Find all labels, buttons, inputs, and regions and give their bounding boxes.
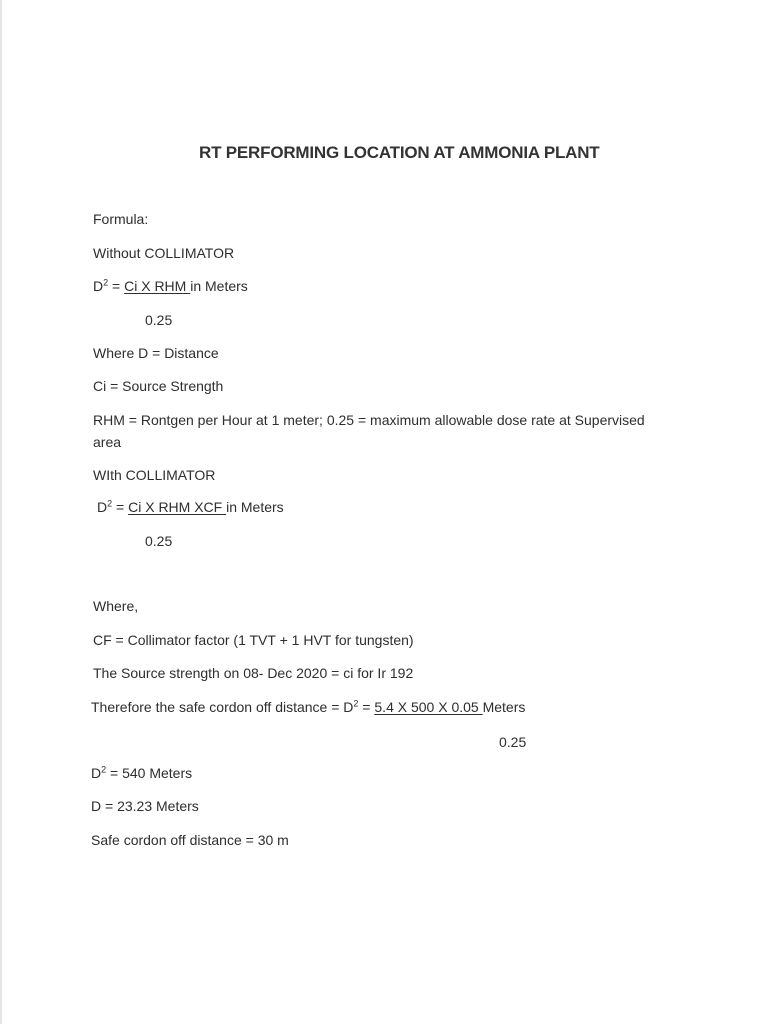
- document-title: RT PERFORMING LOCATION AT AMMONIA PLANT: [199, 143, 600, 162]
- collimator-factor-definition: CF = Collimator factor (1 TVT + 1 HVT for tungsten): [93, 632, 414, 648]
- source-strength-statement: The Source strength on 08- Dec 2020 = ci for Ir 192: [93, 665, 414, 681]
- cordon-prefix: Therefore the safe cordon off distance = D: [91, 699, 354, 715]
- formula-lhs: D: [97, 499, 108, 515]
- formula-exponent: 2: [107, 498, 113, 509]
- formula-unit: in Meters: [226, 499, 284, 515]
- cordon-equals: =: [358, 699, 375, 715]
- formula-unit: in Meters: [190, 278, 248, 294]
- scan-edge-shadow: [0, 0, 2, 1024]
- definition-rhm: RHM = Rontgen per Hour at 1 meter; 0.25 = maximum allowable dose rate at Supervised area: [93, 412, 645, 450]
- formula-equals: =: [108, 278, 125, 294]
- cordon-exponent: 2: [353, 698, 359, 709]
- with-collimator-heading: WIth COLLIMATOR: [93, 467, 216, 483]
- cordon-calculation: [91, 698, 525, 716]
- where-label: Where,: [93, 598, 139, 614]
- result-d-squared-value: = 540 Meters: [106, 765, 193, 781]
- cordon-denominator: 0.25: [499, 734, 527, 750]
- formula-without-collimator: [93, 277, 248, 295]
- result-d: D = 23.23 Meters: [91, 798, 199, 814]
- cordon-numerator: 5.4 X 500 X 0.05: [374, 699, 483, 715]
- result-d-squared-base: D: [91, 765, 102, 781]
- cordon-unit: Meters: [482, 699, 526, 715]
- formula-numerator: Ci X RHM: [124, 278, 191, 294]
- formula-denominator: 0.25: [145, 533, 173, 549]
- formula-exponent: 2: [103, 277, 109, 288]
- without-collimator-heading: Without COLLIMATOR: [93, 245, 235, 261]
- formula-lhs: D: [93, 278, 104, 294]
- formula-with-collimator: [97, 498, 284, 516]
- formula-denominator: 0.25: [145, 312, 173, 328]
- definition-source-strength: Ci = Source Strength: [93, 378, 224, 394]
- result-d-squared: [91, 764, 192, 782]
- formula-label: Formula:: [93, 211, 149, 227]
- formula-numerator: Ci X RHM XCF: [128, 499, 227, 515]
- safe-cordon-distance: Safe cordon off distance = 30 m: [91, 832, 289, 848]
- definition-distance: Where D = Distance: [93, 345, 219, 361]
- result-d-squared-exponent: 2: [101, 764, 107, 775]
- formula-equals: =: [112, 499, 129, 515]
